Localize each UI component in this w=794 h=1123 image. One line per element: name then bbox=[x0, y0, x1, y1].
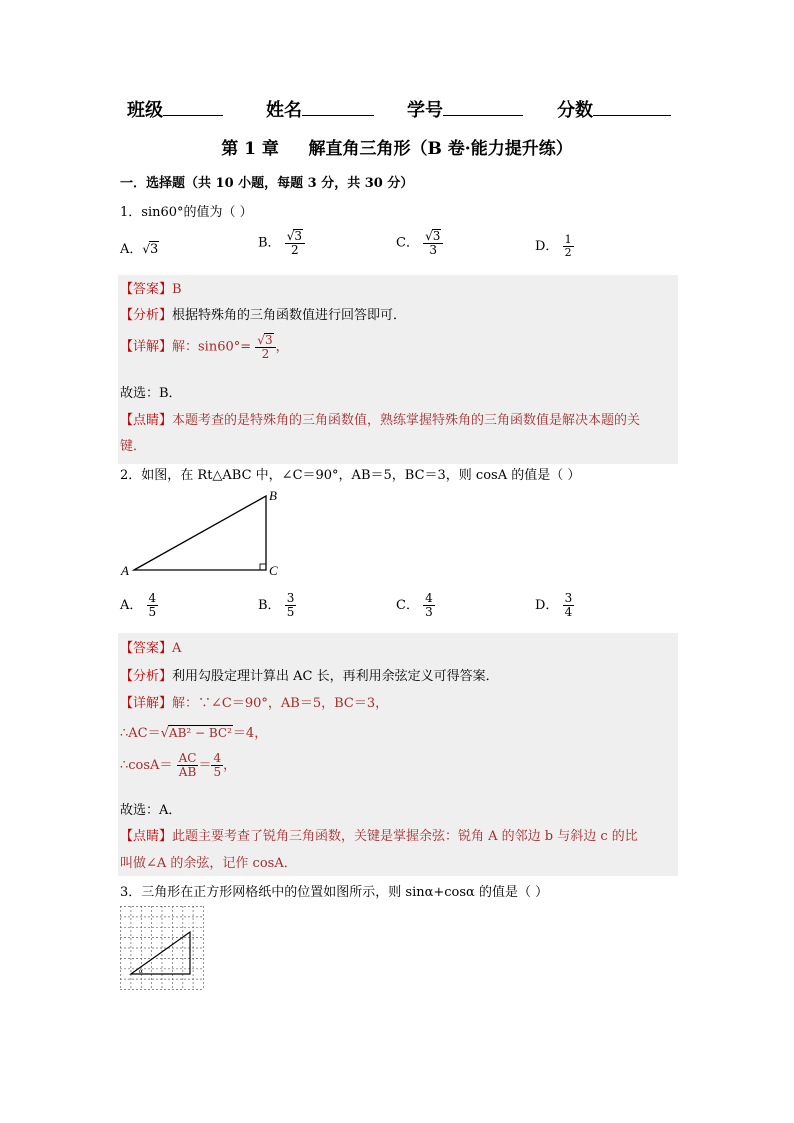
q1-comment-line1: 【点睛】本题考查的是特殊角的三角函数值，熟练掌握特殊角的三角函数值是解决本题的关 bbox=[120, 413, 641, 428]
q1-option-d: D． $\frac{1}{2}$ bbox=[535, 233, 572, 260]
student-id-label: 学号 bbox=[407, 100, 443, 121]
name-label: 姓名 bbox=[266, 100, 302, 121]
q2-vertex-c-label: C bbox=[269, 563, 278, 578]
q3-alpha-label: α bbox=[139, 967, 143, 975]
class-field bbox=[127, 96, 223, 122]
score-field bbox=[557, 96, 671, 122]
section-heading: 一．选择题（共 10 小题，每题 3 分，共 30 分） bbox=[120, 176, 414, 191]
q2-detail-line3: ∴cosA＝ $\frac{AC}{AB}$ ＝ $\frac{4}{5}$ ， bbox=[120, 751, 237, 780]
student-id-field bbox=[407, 96, 523, 122]
q2-option-a: A． $\frac{4}{5}$ bbox=[120, 591, 157, 620]
q2-choose: 故选：A． bbox=[120, 803, 182, 818]
q2-analysis: 【分析】利用勾股定理计算出 AC 长，再利用余弦定义可得答案． bbox=[120, 669, 499, 684]
q1-analysis: 【分析】根据特殊角的三角函数值进行回答即可． bbox=[120, 308, 407, 323]
q2-triangle-figure bbox=[118, 486, 288, 578]
q1-comment-line2: 键． bbox=[120, 439, 147, 454]
q1-option-c: C． $\frac{√3}{3}$ bbox=[396, 229, 443, 257]
q2-vertex-b-label: B bbox=[269, 488, 277, 503]
q2-comment-line1: 【点睛】此题主要考查了锐角三角函数，关键是掌握余弦：锐角 A 的邻边 b 与斜边 c 的比 bbox=[120, 829, 638, 844]
page-title: 第 1 章 解直角三角形（B 卷·能力提升练） bbox=[221, 139, 573, 159]
q2-detail-line2: ∴AC＝√AB² − BC²＝4， bbox=[120, 726, 268, 741]
q1-option-a: A．√3 bbox=[120, 242, 159, 257]
q2-option-d: D． $\frac{3}{4}$ bbox=[535, 591, 573, 620]
q1-stem: 1．sin60°的值为（ ） bbox=[120, 205, 253, 220]
q2-answer-box bbox=[118, 633, 678, 876]
score-label: 分数 bbox=[557, 100, 593, 121]
q2-detail-line1: 【详解】解：∵∠C＝90°，AB＝5，BC＝3， bbox=[120, 696, 389, 711]
q1-answer: 【答案】B bbox=[120, 282, 182, 297]
q2-comment-line2: 叫做∠A 的余弦，记作 cosA． bbox=[120, 856, 297, 871]
q1-choose: 故选：B． bbox=[120, 386, 182, 401]
q3-grid-figure bbox=[120, 906, 204, 990]
class-label: 班级 bbox=[127, 100, 163, 121]
q2-option-c: C． $\frac{4}{3}$ bbox=[396, 591, 433, 620]
q2-stem: 2．如图，在 Rt△ABC 中，∠C＝90°，AB＝5，BC＝3，则 cosA 的值是（ ） bbox=[120, 468, 581, 483]
q2-answer: 【答案】A bbox=[120, 641, 182, 656]
q1-answer-box bbox=[118, 275, 678, 464]
q1-option-b: B． $\frac{√3}{2}$ bbox=[258, 229, 305, 257]
q2-option-b: B． $\frac{3}{5}$ bbox=[258, 591, 295, 620]
q2-vertex-a-label: A bbox=[121, 563, 129, 578]
q3-stem: 3．三角形在正方形网格纸中的位置如图所示，则 sinα+cosα 的值是（ ） bbox=[120, 885, 549, 900]
name-field bbox=[266, 96, 374, 122]
q1-detail: 【详解】解：sin60°= $\frac{√3}{2}$ ， bbox=[120, 333, 289, 362]
